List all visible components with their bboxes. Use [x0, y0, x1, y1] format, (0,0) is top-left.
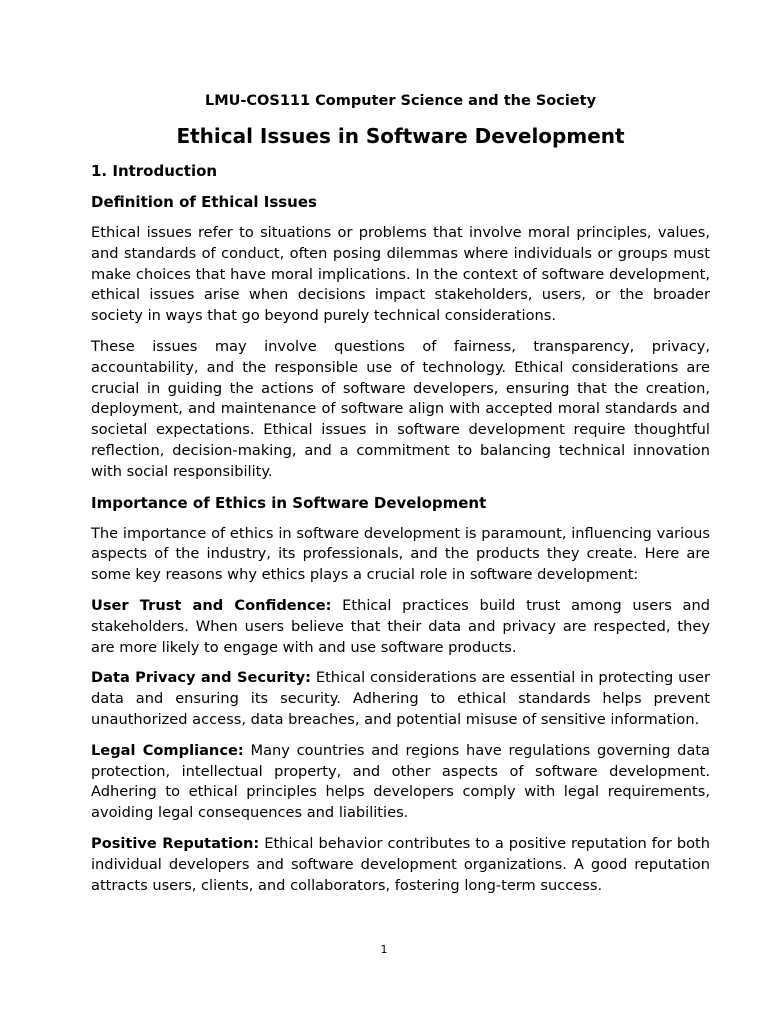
page-number: 1 — [380, 943, 388, 956]
paragraph-definition-1: Ethical issues refer to situations or problems that involve moral principles, values, and standards of conduct, often posing dilemmas where individuals or groups must make choices that have moral implications. In the context of software development, ethical issues arise when decisions impact stakeholders, users, or the broader society in ways that go beyond purely technical considerations. — [91, 224, 710, 325]
point-text: Ethical considerations are essential in protecting user data and ensuring its security. Adhering to ethical standards helps prevent unauthorized access, data breaches, and potential misuse of sensitive information. — [91, 669, 711, 728]
point-legal-compliance — [91, 741, 710, 824]
point-text: Ethical behavior contributes to a positive reputation for both individual developers and software development organizations. A good reputation attracts users, clients, and collaborators, fostering long-term success. — [91, 834, 710, 894]
paragraph-definition-2: These issues may involve questions of fairness, transparency, privacy, accountability, and the responsible use of technology. Ethical considerations are crucial in guiding the actions of software developers, ensuring that the creation, deployment, and maintenance of software align with accepted moral standards and societal expectations. Ethical issues in software development require thoughtful reflection, decision-making, and a commitment to balancing technical innovation with social responsibility. — [91, 337, 710, 480]
paragraph-importance-intro: The importance of ethics in software development is paramount, influencing various aspects of the industry, its professionals, and the products they create. Here are some key reasons why ethics plays a crucial role in software development: — [91, 524, 710, 584]
section-heading-introduction: 1. Introduction — [91, 162, 218, 180]
point-label: Legal Compliance: — [91, 741, 244, 759]
point-positive-reputation — [91, 834, 710, 896]
point-data-privacy — [91, 668, 710, 730]
point-label: User Trust and Confidence: — [91, 596, 332, 614]
point-label: Data Privacy and Security: — [91, 669, 311, 687]
subheading-importance: Importance of Ethics in Software Development — [91, 493, 487, 512]
course-title: LMU-COS111 Computer Science and the Society — [204, 93, 597, 109]
point-text: Many countries and regions have regulations governing data protection, intellectual property, and other aspects of software development. Adhering to ethical principles helps developers comply with legal requirements, avoiding legal consequences and liabilities. — [91, 741, 711, 822]
subheading-definition: Definition of Ethical Issues — [91, 193, 317, 211]
point-label: Positive Reputation: — [91, 834, 260, 852]
point-text: Ethical practices build trust among users and stakeholders. When users believe that their data and privacy are respected, they are more likely to engage with and use software products. — [91, 596, 710, 656]
document-title: Ethical Issues in Software Development — [176, 124, 625, 148]
point-user-trust — [91, 596, 710, 658]
